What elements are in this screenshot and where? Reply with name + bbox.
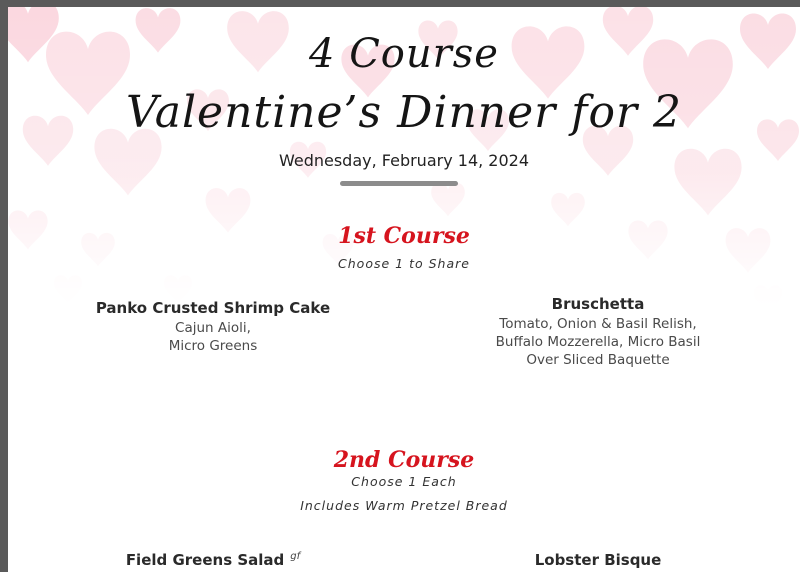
menu-title-line-1: 4 Course	[309, 31, 499, 77]
dish-name: Bruschetta	[551, 295, 645, 313]
dish-description-line: Tomato, Onion & Basil Relish,	[499, 316, 697, 332]
dish-bruschetta	[448, 295, 748, 369]
dish-description-line: Over Sliced Baquette	[526, 352, 670, 368]
dish-name-text: Field Greens Salad	[125, 551, 285, 569]
course-note-2: Includes Warm Pretzel Bread	[300, 498, 508, 513]
dish-lobster-bisque	[448, 551, 748, 571]
gluten-free-tag: gf	[290, 551, 301, 562]
course-subtitle-1: Choose 1 to Share	[338, 256, 470, 271]
event-date: Wednesday, February 14, 2024	[278, 151, 530, 170]
dish-name: Lobster Bisque	[534, 551, 662, 569]
date-underline	[340, 181, 458, 186]
dish-name: Panko Crusted Shrimp Cake	[95, 299, 331, 317]
dish-name	[68, 551, 358, 569]
menu-title-line-2: Valentine’s Dinner for 2	[126, 87, 682, 138]
dish-description-line: Micro Greens	[168, 338, 258, 354]
dish-shrimp-cake	[68, 299, 358, 355]
course-subtitle-2: Choose 1 Each	[351, 474, 457, 489]
menu-page	[8, 7, 800, 572]
dish-field-greens-salad	[68, 551, 358, 571]
dish-description-line: Cajun Aioli,	[175, 320, 251, 336]
dish-description-line: Buffalo Mozzerella, Micro Basil	[495, 334, 701, 350]
course-heading-1: 1st Course	[338, 223, 470, 249]
course-heading-2: 2nd Course	[333, 447, 475, 473]
